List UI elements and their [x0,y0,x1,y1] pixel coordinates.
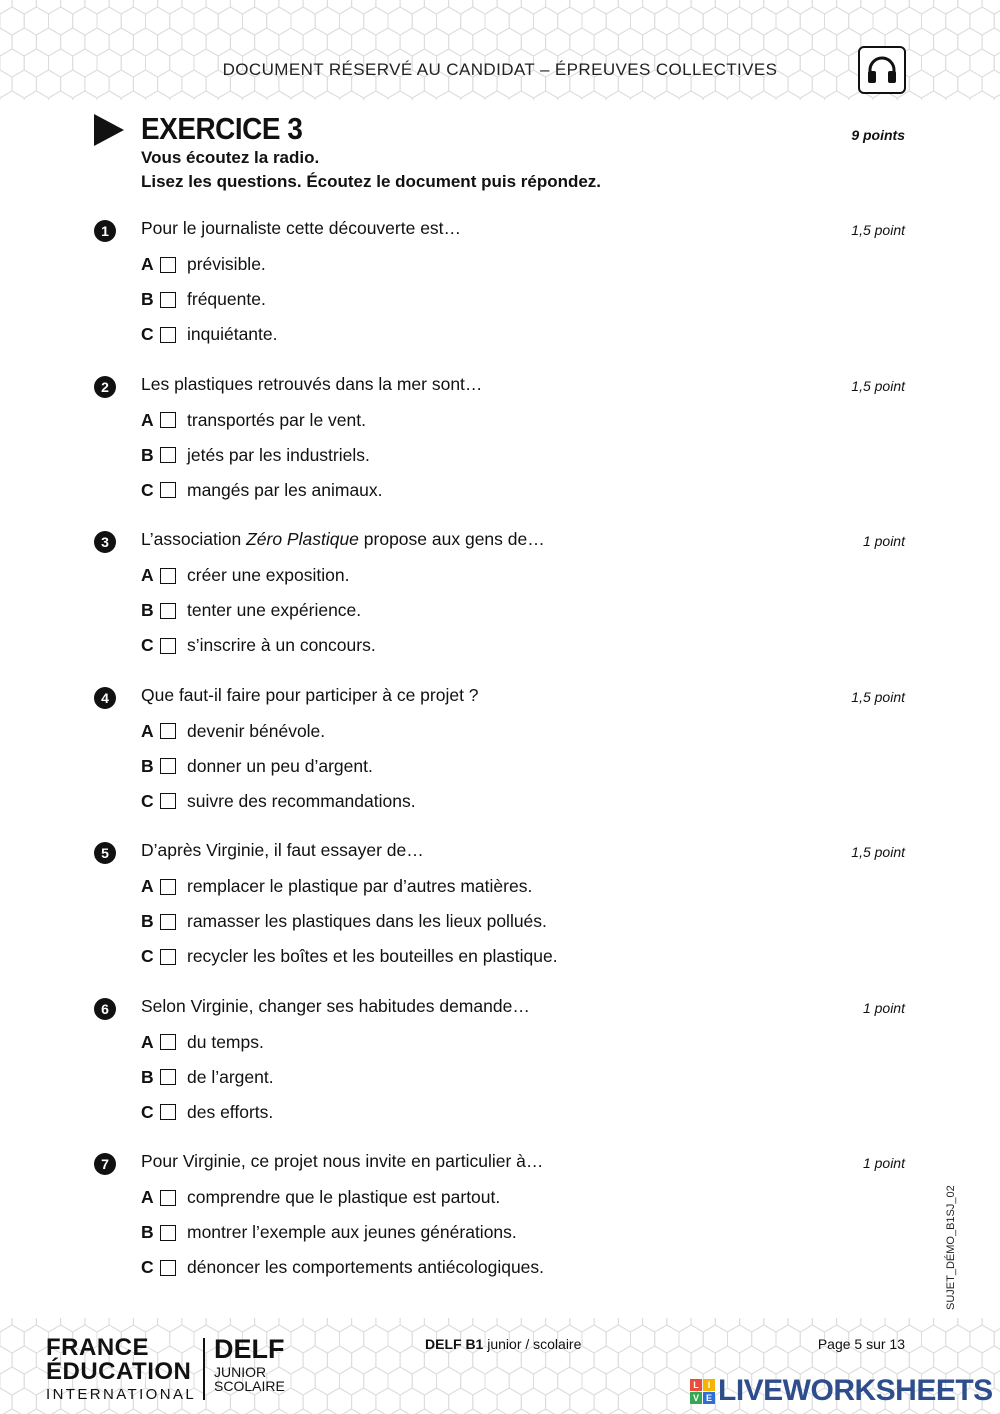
question-points: 1,5 point [851,377,905,394]
exam-name: DELF B1 [425,1336,484,1352]
headphones-icon[interactable] [858,46,906,94]
option-text: s’inscrire à un concours. [187,635,376,655]
answer-checkbox[interactable] [160,1225,176,1241]
answer-checkbox[interactable] [160,1069,176,1085]
option-text: comprendre que le plastique est partout. [187,1187,501,1207]
answer-checkbox[interactable] [160,638,176,654]
answer-checkbox[interactable] [160,482,176,498]
option-letter: A [141,1187,154,1207]
header-hex-pattern [0,0,1000,100]
answer-option [141,1257,544,1278]
liveworksheets-text: LIVEWORKSHEETS [718,1374,993,1407]
option-text: de l’argent. [187,1066,274,1087]
answer-option [141,791,416,812]
option-text: tenter une expérience. [187,600,362,620]
exam-level [425,1336,581,1352]
answer-checkbox[interactable] [160,327,176,343]
logo-square: V [690,1392,702,1404]
question-text: Pour le journaliste cette découverte est… [141,218,462,238]
option-letter: A [141,1031,154,1052]
document-header-title: DOCUMENT RÉSERVÉ AU CANDIDAT – ÉPREUVES COLLECTIVES [222,60,778,79]
logo-text: ÉDUCATION [46,1358,192,1385]
footer-divider [203,1338,205,1400]
exercise-instruction: Lisez les questions. Écoutez le document puis répondez. [141,172,602,191]
answer-checkbox[interactable] [160,879,176,895]
answer-checkbox[interactable] [160,1260,176,1276]
logo-text: INTERNATIONAL [46,1386,197,1403]
option-letter: B [141,444,154,465]
option-letter: B [141,289,154,309]
answer-option [141,324,278,345]
answer-option [141,946,558,967]
option-letter: A [141,720,154,741]
answer-checkbox[interactable] [160,568,176,584]
answer-option [141,445,370,466]
option-text: dénoncer les comportements antiécologiques. [187,1257,545,1277]
answer-checkbox[interactable] [160,758,176,774]
question-text-part: L’association [141,529,247,549]
answer-checkbox[interactable] [160,793,176,809]
option-letter: B [141,755,154,776]
question-number-2: 2 [94,376,116,398]
question-number-1: 1 [94,220,116,242]
answer-option [141,1102,273,1123]
logo-text: FRANCE [46,1334,149,1361]
answer-option [141,721,325,742]
logo-text: JUNIOR [214,1364,267,1380]
option-letter: C [141,790,154,811]
option-letter: C [141,324,154,344]
answer-checkbox[interactable] [160,1190,176,1206]
logo-square: L [690,1379,702,1391]
exercise-points: 9 points [851,127,905,143]
page-number: Page 5 sur 13 [817,1336,905,1352]
option-text: remplacer le plastique par d’autres matières. [187,876,533,896]
delf-junior-scolaire-logo [214,1336,285,1393]
exercise-instruction: Vous écoutez la radio. [141,148,320,167]
question-text-part: propose aux gens de… [358,529,545,549]
answer-option [141,756,373,777]
option-letter: C [141,946,154,966]
liveworksheets-watermark [690,1374,993,1408]
option-letter: C [141,635,154,655]
exercise-title: EXERCICE 3 [141,111,303,146]
exercise-arrow-icon [94,114,124,151]
answer-checkbox[interactable] [160,723,176,739]
question-text [141,529,545,550]
option-text: donner un peu d’argent. [187,755,373,776]
option-letter: A [141,254,154,274]
answer-option [141,600,361,621]
question-text: Les plastiques retrouvés dans la mer sont… [141,373,483,394]
option-text: des efforts. [187,1101,274,1122]
question-points: 1 point [862,1155,905,1171]
answer-checkbox[interactable] [160,949,176,965]
option-text: inquiétante. [187,324,278,344]
option-text: jetés par les industriels. [187,444,370,465]
question-points: 1 point [862,999,905,1016]
option-letter: B [141,1222,154,1242]
option-text: montrer l’exemple aux jeunes générations. [187,1222,517,1242]
answer-option [141,289,266,310]
answer-option [141,254,266,275]
question-points: 1,5 point [851,688,905,705]
question-number-3: 3 [94,531,116,553]
option-text: prévisible. [187,254,266,274]
association-name: Zéro Plastique [246,529,359,549]
option-letter: A [141,565,154,585]
question-number-5: 5 [94,842,116,864]
logo-square: E [703,1392,715,1404]
option-letter: C [141,1257,154,1277]
question-points: 1,5 point [851,844,905,860]
option-text: mangés par les animaux. [187,479,383,500]
option-letter: A [141,409,154,430]
answer-option [141,565,349,586]
question-number-7: 7 [94,1153,116,1175]
exam-type: junior / scolaire [483,1336,582,1352]
answer-checkbox[interactable] [160,257,176,273]
answer-checkbox[interactable] [160,1034,176,1050]
question-text: Selon Virginie, changer ses habitudes demande… [141,995,530,1016]
answer-checkbox[interactable] [160,914,176,930]
answer-option [141,480,383,501]
option-letter: B [141,600,154,620]
option-text: créer une exposition. [187,565,350,585]
option-text: du temps. [187,1031,264,1052]
option-text: devenir bénévole. [187,720,326,741]
option-letter: B [141,1066,154,1087]
question-points: 1,5 point [851,222,905,238]
answer-checkbox[interactable] [160,1104,176,1120]
logo-text: SCOLAIRE [214,1378,285,1394]
liveworksheets-logo-icon [690,1379,715,1404]
question-number-6: 6 [94,998,116,1020]
answer-checkbox[interactable] [160,603,176,619]
option-letter: A [141,876,154,896]
option-text: ramasser les plastiques dans les lieux pollués. [187,911,547,931]
question-text: Que faut-il faire pour participer à ce projet ? [141,684,479,705]
option-letter: C [141,1101,154,1122]
option-letter: B [141,911,154,931]
question-text: Pour Virginie, ce projet nous invite en particulier à… [141,1151,544,1171]
answer-option [141,1222,517,1243]
option-text: fréquente. [187,289,266,309]
question-number-4: 4 [94,687,116,709]
answer-option [141,635,376,656]
document-code: SUJET_DÉMO_B1SJ_02 [945,1185,957,1310]
answer-option [141,876,532,897]
question-text: D’après Virginie, il faut essayer de… [141,840,424,860]
logo-square: I [703,1379,715,1391]
logo-text: DELF [214,1334,285,1364]
answer-checkbox[interactable] [160,412,176,428]
answer-option [141,1067,274,1088]
answer-option [141,911,547,932]
answer-checkbox[interactable] [160,292,176,308]
question-points: 1 point [862,533,905,549]
france-education-international-logo [46,1336,196,1402]
option-text: transportés par le vent. [187,409,366,430]
answer-option [141,1032,264,1053]
answer-option [141,410,366,431]
option-text: recycler les boîtes et les bouteilles en plastique. [187,946,558,966]
answer-option [141,1187,500,1208]
option-letter: C [141,479,154,500]
option-text: suivre des recommandations. [187,790,416,811]
answer-checkbox[interactable] [160,447,176,463]
